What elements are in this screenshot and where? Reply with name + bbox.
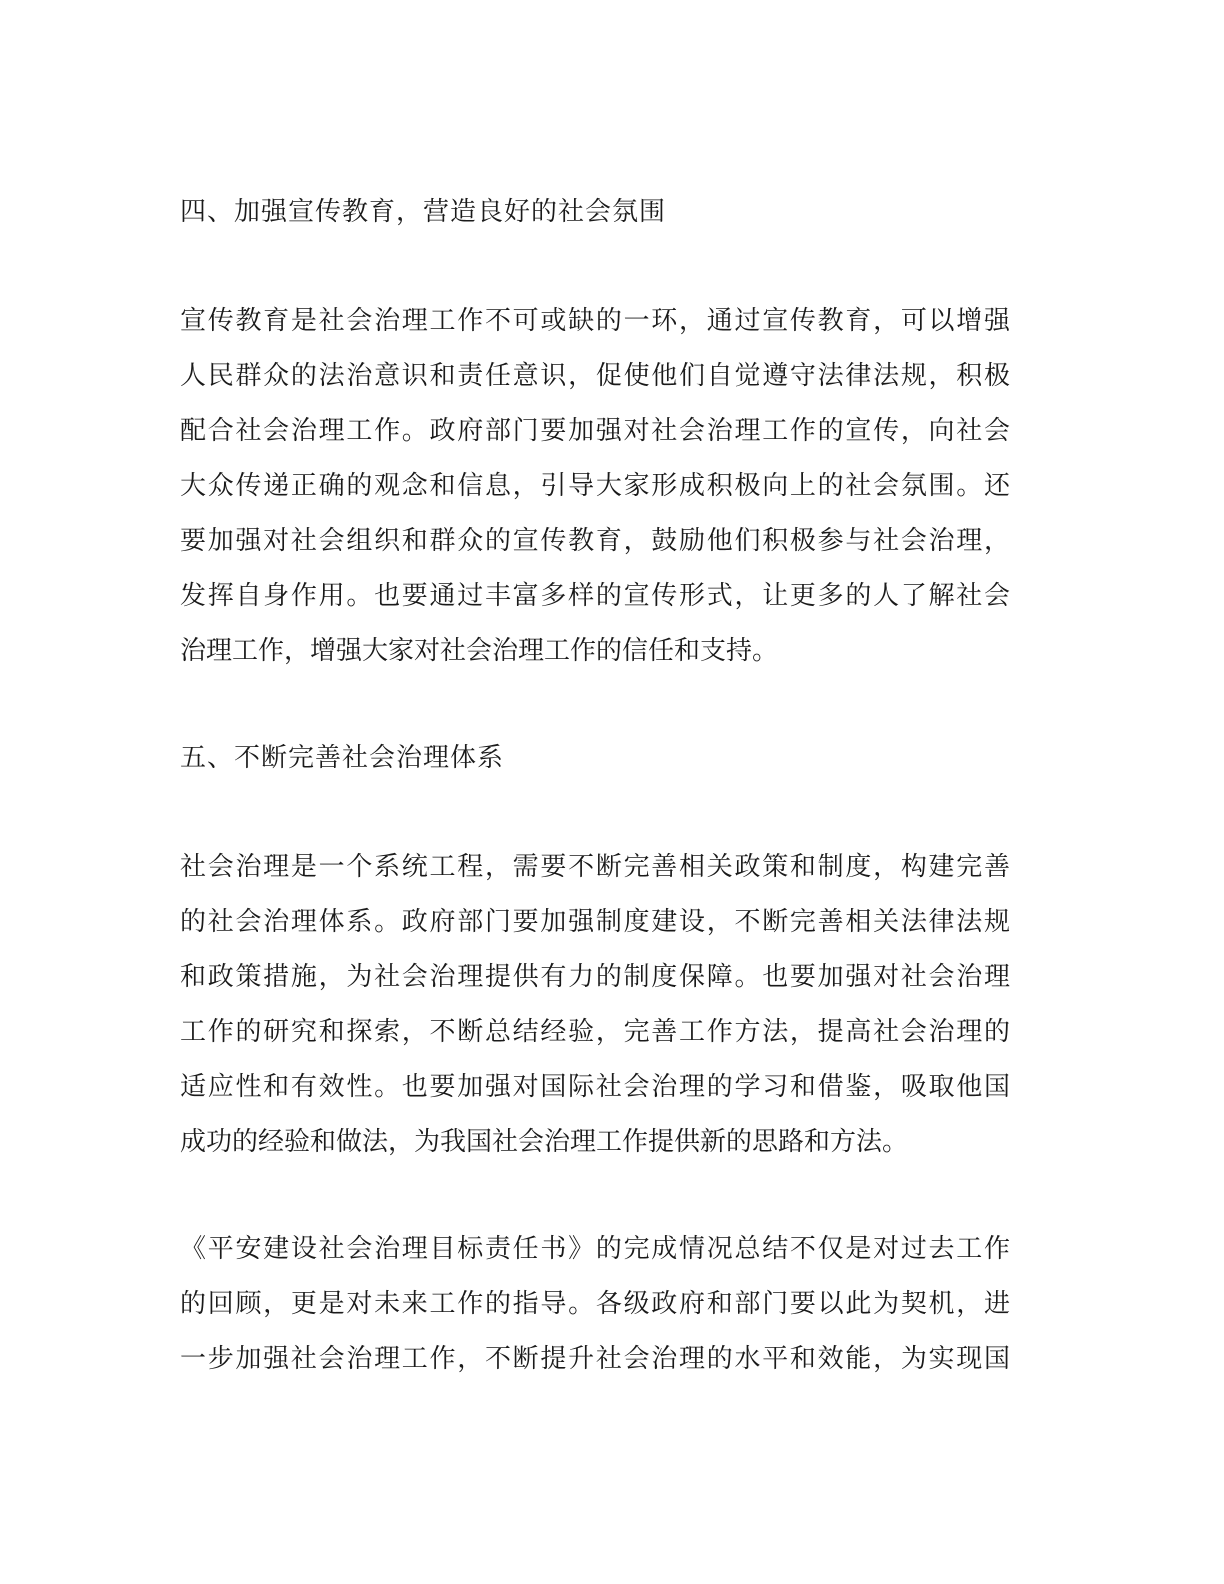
paragraph-line: 大众传递正确的观念和信息，引导大家形成积极向上的社会氛围。还 bbox=[180, 471, 1010, 501]
paragraph-line: 社会治理是一个系统工程，需要不断完善相关政策和制度，构建完善 bbox=[180, 852, 1010, 882]
paragraph-line: 治理工作，增强大家对社会治理工作的信任和支持。 bbox=[180, 636, 779, 666]
paragraph-line: 工作的研究和探索，不断总结经验，完善工作方法，提高社会治理的 bbox=[180, 1017, 1010, 1047]
paragraph-line: 《平安建设社会治理目标责任书》的完成情况总结不仅是对过去工作 bbox=[180, 1234, 1010, 1264]
paragraph-line: 发挥自身作用。也要通过丰富多样的宣传形式，让更多的人了解社会 bbox=[180, 581, 1010, 611]
section-four-paragraph bbox=[180, 294, 1010, 679]
paragraph-line: 成功的经验和做法，为我国社会治理工作提供新的思路和方法。 bbox=[180, 1127, 909, 1157]
paragraph-line: 配合社会治理工作。政府部门要加强对社会治理工作的宣传，向社会 bbox=[180, 416, 1010, 446]
paragraph-line: 一步加强社会治理工作，不断提升社会治理的水平和效能，为实现国 bbox=[180, 1344, 1010, 1374]
conclusion-paragraph bbox=[180, 1222, 1010, 1387]
paragraph-line: 的回顾，更是对未来工作的指导。各级政府和部门要以此为契机，进 bbox=[180, 1289, 1010, 1319]
paragraph-line: 要加强对社会组织和群众的宣传教育，鼓励他们积极参与社会治理， bbox=[180, 526, 1010, 556]
section-five-heading: 五、不断完善社会治理体系 bbox=[180, 743, 505, 773]
paragraph-line: 宣传教育是社会治理工作不可或缺的一环，通过宣传教育，可以增强 bbox=[180, 306, 1010, 336]
paragraph-line: 和政策措施，为社会治理提供有力的制度保障。也要加强对社会治理 bbox=[180, 962, 1010, 992]
section-four-heading: 四、加强宣传教育，营造良好的社会氛围 bbox=[180, 197, 667, 227]
paragraph-line: 人民群众的法治意识和责任意识，促使他们自觉遵守法律法规，积极 bbox=[180, 361, 1010, 391]
section-five-paragraph bbox=[180, 840, 1010, 1170]
paragraph-line: 的社会治理体系。政府部门要加强制度建设，不断完善相关法律法规 bbox=[180, 907, 1010, 937]
paragraph-line: 适应性和有效性。也要加强对国际社会治理的学习和借鉴，吸取他国 bbox=[180, 1072, 1010, 1102]
